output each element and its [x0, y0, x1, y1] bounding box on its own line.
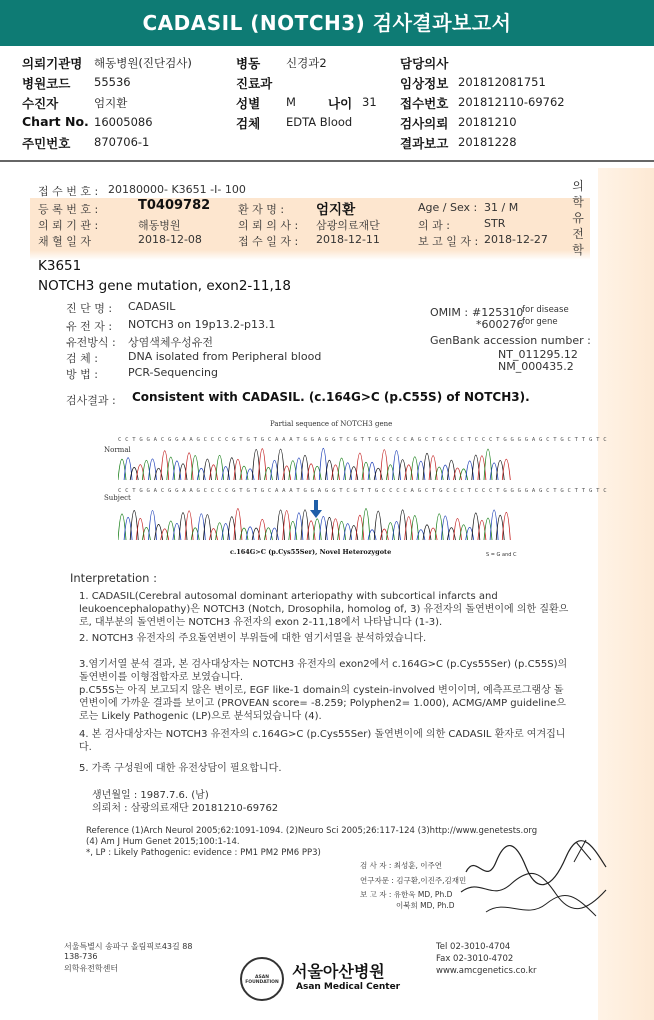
reference-3: *, LP : Likely Pathogenic: evidence : PM1 PM2 PM6 PP3) [86, 848, 321, 858]
label-hospital-code: 병원코드 [22, 76, 71, 91]
website: www.amcgenetics.co.kr [436, 966, 537, 976]
fax: Fax 02-3010-4702 [436, 954, 514, 964]
logo-text: ASAN FOUNDATION [245, 975, 279, 985]
label-patient: 수진자 [22, 96, 59, 111]
receipt-value: 20180000- K3651 -I- 100 [108, 183, 246, 196]
figure-caption: c.164G>C (p.Cys55Ser), Novel Heterozygote [230, 548, 392, 556]
label-age: 나이 [328, 96, 353, 111]
test-code: K3651 [38, 258, 82, 274]
report-date-value: 2018-12-27 [484, 233, 548, 246]
value-result-report: 20181228 [458, 135, 517, 149]
label-doctor: 담당의사 [400, 56, 449, 71]
label-receipt-no: 접수번호 [400, 96, 449, 111]
interp-3: 3.염기서열 분석 결과, 본 검사대상자는 NOTCH3 유전자의 exon2에서 c.164G>C (p.Cys55Ser) (p.C55S)의 돌연변이를 이형접합자로 보였습니다. [79, 659, 568, 683]
receipt-label: 접 수 번 호 : [38, 185, 99, 198]
interp-1: 1. CADASIL(Cerebral autosomal dominant arteriopathy with subcortical infarcts and leukoencephalopathy)은 NOTCH3 (Notch, Drosophila, homolog of, 3) 유전자의 돌연변이에 의한 질환으로, 대부분의 돌연변이는 NOTCH3 유전자의 exon 2-11,18에서 나타납니다 (1-3). [79, 591, 569, 628]
client-line: 의뢰처 : 삼광의료재단 20181210-69762 [92, 803, 279, 814]
signer-reporter-2: 이북희 MD, Ph.D [396, 901, 455, 910]
inst-value: 해동병원 [138, 219, 181, 232]
inherit-label: 유전방식 : [66, 336, 116, 349]
result-value: Consistent with CADASIL. (c.164G>C (p.C55S) of NOTCH3). [132, 390, 530, 404]
value-chart-no: 16005086 [94, 115, 153, 129]
normal-label: Normal [104, 446, 131, 454]
figure-note: S = G and C [486, 552, 517, 558]
draw-label: 채 혈 일 자 [38, 235, 91, 248]
value-receipt-no: 201812110-69762 [458, 95, 565, 109]
patient-label: 환 자 명 : [238, 203, 285, 216]
interp-3b: p.C55S는 아직 보고되지 않은 변이로, EGF like-1 domain의 cystein-involved 변이이며, 예측프로그램상 돌연변이에 가까운 결과를 보이고 (PROVEAN score= -8.259; Polyphen2= 1.000), ACMG/AMP guideline으로는 Likely Pathogenic (LP)으로 분석되었습니다 (4). [79, 685, 566, 722]
signer-advisor: 연구자문 : 김구환,이진주,김재민 [360, 876, 467, 885]
genbank-nm: NM_000435.2 [498, 360, 574, 373]
mutation-arrow-icon [310, 500, 322, 518]
reg-label: 등 록 번 호 : [38, 203, 99, 216]
reg-value: T0409782 [138, 198, 211, 213]
omim-gene-note: for gene [522, 317, 558, 327]
omim-disease: #125310 [472, 306, 524, 319]
address-line-3: 의학유전학센터 [64, 964, 119, 973]
result-label: 검사결과 : [66, 394, 116, 407]
interp-5: 5. 가족 구성원에 대한 유전상담이 필요합니다. [79, 763, 282, 774]
specimen-label: 검 체 : [66, 352, 98, 365]
age-sex-label: Age / Sex : [418, 201, 478, 214]
hospital-name-en: Asan Medical Center [296, 982, 401, 992]
gene-value: NOTCH3 on 19p13.2-p13.1 [128, 318, 276, 331]
dept-label: 의 과 : [418, 219, 450, 232]
genbank-nt: NT_011295.12 [498, 348, 578, 361]
normal-trace [118, 448, 510, 480]
label-department: 진료과 [236, 76, 273, 91]
normal-sequence: C C T G G A C G G A A G C C C C G T G T G C A A A T G G A G G T C G T T G C C C C A G C T G C C C T C C C T G G G G A G C T G C T T G T C [118, 437, 607, 443]
label-result-report: 결과보고 [400, 136, 449, 151]
interpretation-title: Interpretation : [70, 571, 157, 585]
subject-label: Subject [104, 494, 131, 502]
label-ward: 병동 [236, 56, 261, 71]
interp-2: 2. NOTCH3 유전자의 주요돌연변이 부위들에 대한 염기서열을 분석하였습니다. [79, 633, 427, 644]
recv-label: 접 수 일 자 : [238, 235, 299, 248]
value-ward: 신경과2 [286, 56, 327, 70]
doctor-label: 의 뢰 의 사 : [238, 219, 299, 232]
vertical-dept-label: 의학유전학 [572, 179, 584, 257]
value-clinical-info: 201812081751 [458, 75, 546, 89]
value-resident-no: 870706-1 [94, 135, 150, 149]
specimen-value: DNA isolated from Peripheral blood [128, 350, 322, 363]
gene-label: 유 전 자 : [66, 320, 113, 333]
highlight-fade [30, 250, 590, 260]
value-patient: 엄지환 [94, 96, 128, 110]
label-clinical-info: 임상정보 [400, 76, 449, 91]
address-line-1: 서울특별시 송파구 올림픽로43길 88 [64, 942, 193, 951]
recv-value: 2018-12-11 [316, 233, 380, 246]
omim-gene: *600276 [476, 318, 524, 331]
figure-title: Partial sequence of NOTCH3 gene [270, 420, 393, 428]
label-test-request: 검사의뢰 [400, 116, 449, 131]
label-institution: 의뢰기관명 [22, 56, 83, 71]
signer-tester: 검 사 자 : 최성훈, 이주연 [360, 861, 443, 870]
patient-value: 엄지환 [316, 202, 356, 218]
report-title: CADASIL (NOTCH3) 검사결과보고서 [0, 0, 654, 46]
birth-line: 생년월일 : 1987.7.6. (남) [92, 790, 209, 801]
address-line-2: 138-736 [64, 952, 98, 961]
label-resident-no: 주민번호 [22, 136, 71, 151]
age-sex-value: 31 / M [484, 201, 519, 214]
signer-reporter: 보 고 자 : 유한욱 MD, Ph.D [360, 890, 453, 899]
inst-label: 의 뢰 기 관 : [38, 219, 99, 232]
test-name: NOTCH3 gene mutation, exon2-11,18 [38, 278, 291, 294]
value-test-request: 20181210 [458, 115, 517, 129]
method-label: 방 법 : [66, 368, 98, 381]
label-chart-no: Chart No. [22, 114, 89, 129]
value-sex: M [286, 95, 296, 109]
value-institution: 해동병원(진단검사) [94, 56, 192, 70]
header-divider [0, 160, 654, 162]
interp-4: 4. 본 검사대상자는 NOTCH3 유전자의 c.164G>C (p.Cys55Ser) 돌연변이에 의한 CADASIL 환자로 여겨집니다. [79, 729, 566, 753]
doctor-value: 삼광의료재단 [316, 219, 380, 232]
reference-1: Reference (1)Arch Neurol 2005;62:1091-1094. (2)Neuro Sci 2005;26:117-124 (3)http://www.genetests.org [86, 826, 538, 836]
omim-label: OMIM : [430, 306, 469, 319]
method-value: PCR-Sequencing [128, 366, 218, 379]
chromatogram-traces [118, 444, 518, 544]
label-specimen: 검체 [236, 116, 261, 131]
tel: Tel 02-3010-4704 [436, 942, 511, 952]
diagnosis-value: CADASIL [128, 300, 176, 313]
subject-sequence: C C T G G A C G G A A G C C C C G T G T G C A A A T G G A G G T C G T T G C C C C A G C T G C C C T C C C T G G G G A G C T G C T T G T C [118, 488, 607, 494]
report-date-label: 보 고 일 자 : [418, 235, 479, 248]
genbank-label: GenBank accession number : [430, 334, 591, 347]
hospital-name-kr: 서울아산병원 [292, 962, 385, 981]
trace-peak [405, 517, 413, 540]
inherit-value: 상염색체우성유전 [128, 336, 214, 349]
value-age: 31 [362, 95, 377, 109]
handwritten-signatures [456, 832, 616, 922]
label-sex: 성별 [236, 96, 261, 111]
reference-2: (4) Am J Hum Genet 2015;100:1-14. [86, 837, 240, 847]
asan-foundation-logo [240, 957, 284, 1001]
omim-disease-note: for disease [522, 305, 569, 315]
diagnosis-label: 진 단 명 : [66, 302, 113, 315]
dept-value: STR [484, 217, 506, 230]
value-hospital-code: 55536 [94, 75, 131, 89]
draw-value: 2018-12-08 [138, 233, 202, 246]
value-specimen: EDTA Blood [286, 115, 353, 129]
